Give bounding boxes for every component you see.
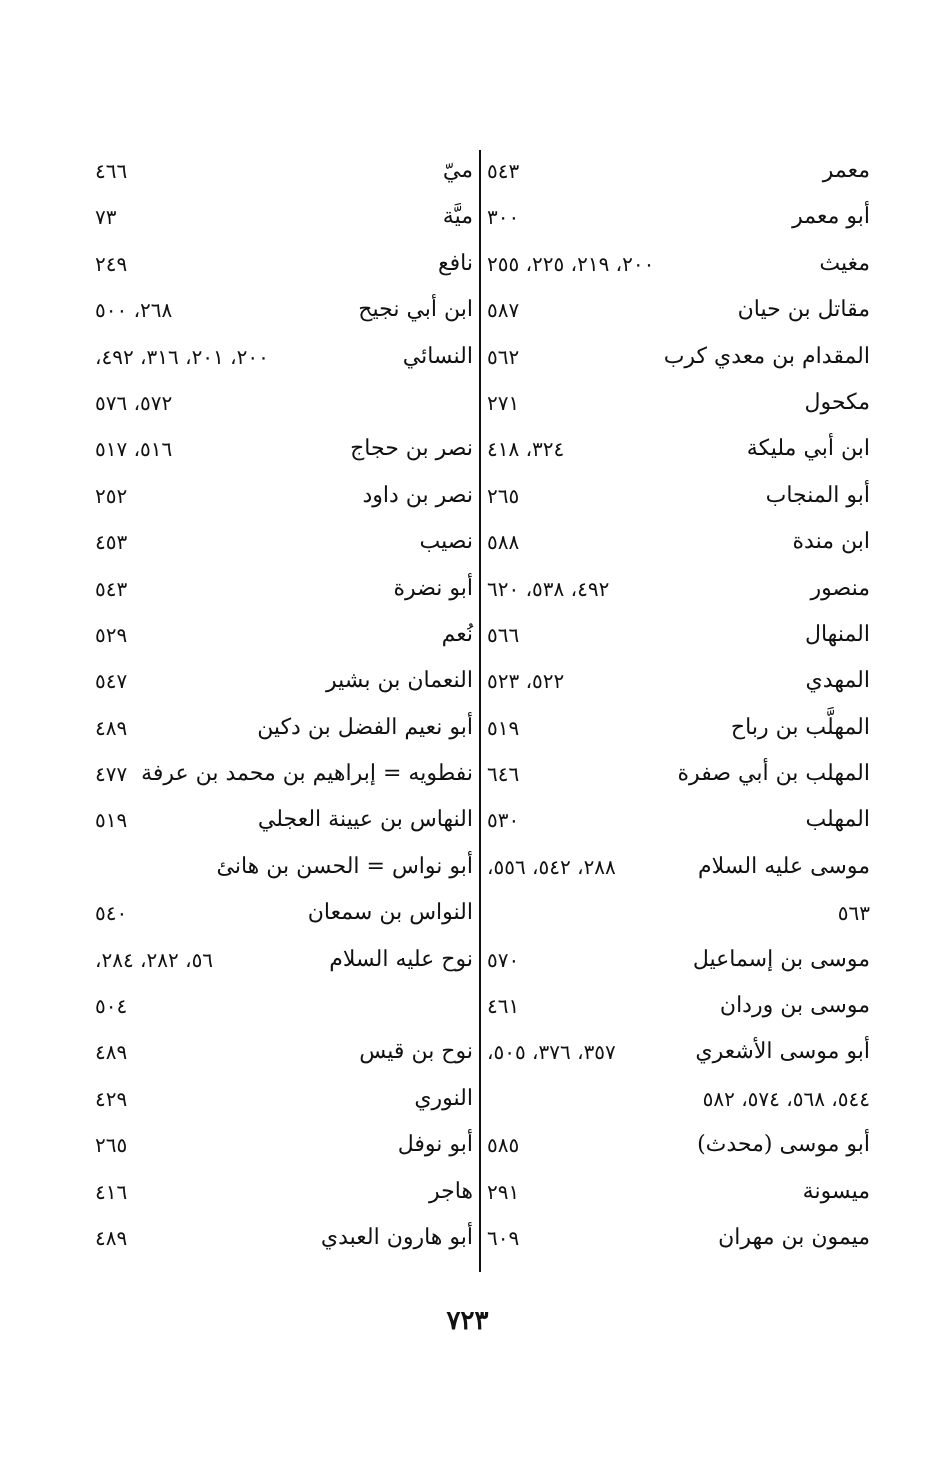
entry-name: نافع xyxy=(437,250,473,276)
entry-pages: ٤٩٢، ٥٣٨، ٦٢٠ xyxy=(487,576,610,601)
index-entry xyxy=(487,1029,870,1075)
index-entry xyxy=(95,1122,473,1168)
entry-name: النهاس بن عيينة العجلي xyxy=(257,807,473,833)
entry-pages: ٤٨٩ xyxy=(95,1040,128,1065)
index-entry xyxy=(95,890,473,936)
entry-pages: ٥١٩ xyxy=(487,715,520,740)
entry-name: نفطويه = إبراهيم بن محمد بن عرفة xyxy=(141,761,473,787)
entry-pages: ٦٤٦ xyxy=(487,762,520,787)
entry-name: أبو هارون العبدي xyxy=(320,1224,473,1250)
index-entry xyxy=(487,194,870,240)
index-entry xyxy=(487,287,870,333)
index-entry xyxy=(487,1076,870,1122)
entry-name: نوح عليه السلام xyxy=(329,946,473,972)
entry-name: أبو نعيم الفضل بن دكين xyxy=(257,714,473,740)
entry-pages: ٤١٦ xyxy=(95,1179,128,1204)
index-entry xyxy=(95,148,473,194)
index-entry xyxy=(487,797,870,843)
entry-pages: ٥٦٢ xyxy=(487,344,520,369)
index-entry xyxy=(487,334,870,380)
entry-name: نصيب xyxy=(419,529,473,555)
entry-name: المهلب بن أبي صفرة xyxy=(677,761,870,787)
entry-name: نوح بن قيس xyxy=(359,1039,473,1065)
entry-pages: ٥٦٦ xyxy=(487,622,520,647)
index-entry xyxy=(95,983,473,1029)
entry-name: النعمان بن بشير xyxy=(325,668,473,694)
entry-pages: ٣٠٠ xyxy=(487,205,520,230)
index-entry xyxy=(95,658,473,704)
entry-name: النواس بن سمعان xyxy=(307,900,473,926)
entry-name: أبو موسى (محدث) xyxy=(697,1132,870,1158)
entry-pages: ٢٤٩ xyxy=(95,251,128,276)
entry-pages: ٤٦٦ xyxy=(95,159,128,183)
entry-name: موسى بن وردان xyxy=(719,993,870,1019)
entry-name: ميمون بن مهران xyxy=(718,1224,870,1250)
entry-pages: ٥٤٠ xyxy=(95,901,128,926)
entry-pages: ٢٦٥ xyxy=(95,1133,128,1158)
index-entry xyxy=(487,1215,870,1261)
entry-name: النسائي xyxy=(402,343,473,369)
entry-pages: ٢٩١ xyxy=(487,1179,520,1204)
entry-name: نصر بن داود xyxy=(362,482,473,508)
page-number: ٧٢٣ xyxy=(446,1306,489,1336)
index-entry xyxy=(487,519,870,565)
entry-pages: ٢٧١ xyxy=(487,390,520,415)
entry-name: مكحول xyxy=(804,389,870,415)
entry-pages: ٥٣٠ xyxy=(487,808,520,833)
entry-name: موسى عليه السلام xyxy=(698,853,870,879)
index-entry xyxy=(487,426,870,472)
index-entry xyxy=(95,473,473,519)
entry-pages: ٥٨٥ xyxy=(487,1133,520,1158)
entry-pages: ٤٥٣ xyxy=(95,530,128,555)
index-entry xyxy=(487,148,870,194)
entry-name: أبو موسى الأشعري xyxy=(695,1039,870,1065)
entry-name: ميَّة xyxy=(442,204,473,230)
index-entry xyxy=(95,1169,473,1215)
entry-pages: ٥٤٤، ٥٦٨، ٥٧٤، ٥٨٢ xyxy=(702,1086,870,1111)
index-entry xyxy=(95,1076,473,1122)
entry-name: المهدي xyxy=(805,668,870,694)
entry-pages: ٥١٩ xyxy=(95,808,128,833)
entry-pages: ٢٥٢ xyxy=(95,483,128,508)
entry-name: أبو نوفل xyxy=(397,1132,473,1158)
entry-name: نصر بن حجاج xyxy=(350,436,473,462)
entry-pages: ٦٠٩ xyxy=(487,1225,520,1250)
entry-pages: ٥٦٣ xyxy=(837,901,870,926)
entry-name: مغيث xyxy=(819,250,870,276)
index-entry xyxy=(95,612,473,658)
entry-name: أبو نضرة xyxy=(393,575,473,601)
index-entry xyxy=(95,380,473,426)
index-entry xyxy=(95,334,473,380)
entry-name: المهلب xyxy=(805,807,870,833)
entry-pages: ٣٥٧، ٣٧٦، ٥٠٥، xyxy=(487,1040,616,1065)
entry-pages: ٥٨٨ xyxy=(487,530,520,555)
index-entry xyxy=(95,241,473,287)
index-entry xyxy=(487,380,870,426)
index-entry xyxy=(95,426,473,472)
index-entry xyxy=(95,566,473,612)
entry-name: النوري xyxy=(414,1085,473,1111)
index-column-left xyxy=(95,148,473,1261)
index-entry xyxy=(95,937,473,983)
entry-pages: ٥٦، ٢٨٢، ٢٨٤، xyxy=(95,947,214,972)
index-entry xyxy=(95,194,473,240)
index-entry xyxy=(487,241,870,287)
entry-pages: ٥٤٣ xyxy=(95,576,128,601)
index-entry xyxy=(487,566,870,612)
index-entry xyxy=(487,1169,870,1215)
entry-pages: ٢٦٨، ٥٠٠ xyxy=(95,298,173,323)
index-entry xyxy=(487,612,870,658)
entry-name: منصور xyxy=(810,575,870,601)
index-entry xyxy=(487,751,870,797)
index-entry xyxy=(95,1029,473,1075)
entry-pages: ٢٨٨، ٥٤٢، ٥٥٦، xyxy=(487,854,616,879)
entry-name: أبو معمر xyxy=(792,204,870,230)
index-column-right xyxy=(487,148,870,1261)
index-entry xyxy=(487,658,870,704)
entry-pages: ٥٤٣ xyxy=(487,159,520,183)
entry-name: المقدام بن معدي كرب xyxy=(663,343,870,369)
entry-pages: ٥٢٩ xyxy=(95,622,128,647)
entry-name: هاجر xyxy=(428,1178,473,1204)
index-entry xyxy=(95,844,473,890)
entry-pages: ٤٦١ xyxy=(487,994,520,1019)
entry-pages: ٧٣ xyxy=(95,205,117,230)
index-entry xyxy=(95,1215,473,1261)
entry-name: المنهال xyxy=(804,621,870,647)
entry-pages: ٥٧٢، ٥٧٦ xyxy=(95,390,173,415)
entry-pages: ٥٤٧ xyxy=(95,669,128,694)
index-entry xyxy=(487,937,870,983)
entry-pages: ٤٨٩ xyxy=(95,1225,128,1250)
entry-pages: ٥٢٢، ٥٢٣ xyxy=(487,669,565,694)
index-entry xyxy=(95,519,473,565)
index-entry xyxy=(487,473,870,519)
entry-pages: ٢٦٥ xyxy=(487,483,520,508)
entry-name: ابن مندة xyxy=(792,529,870,555)
entry-pages: ٤٨٩ xyxy=(95,715,128,740)
entry-name: ميسونة xyxy=(802,1178,870,1204)
entry-name: مقاتل بن حيان xyxy=(737,297,870,323)
index-entry xyxy=(487,1122,870,1168)
entry-pages: ٥٧٠ xyxy=(487,947,520,972)
index-entry xyxy=(95,751,473,797)
entry-pages: ٣٢٤، ٤١٨ xyxy=(487,437,565,462)
entry-pages: ٥١٦، ٥١٧ xyxy=(95,437,173,462)
entry-name: موسى بن إسماعيل xyxy=(692,946,870,972)
entry-name: ابن أبي نجيح xyxy=(358,297,473,323)
index-entry xyxy=(95,287,473,333)
index-entry xyxy=(95,797,473,843)
entry-name: ابن أبي مليكة xyxy=(746,436,870,462)
entry-pages: ٤٢٩ xyxy=(95,1086,128,1111)
index-entry xyxy=(487,983,870,1029)
entry-name: ميّ xyxy=(442,158,473,183)
entry-pages: ٤٧٧ xyxy=(95,762,128,787)
entry-name: أبو نواس = الحسن بن هانئ xyxy=(216,853,473,879)
index-entry xyxy=(487,890,870,936)
entry-pages: ٥٨٧ xyxy=(487,298,520,323)
column-divider xyxy=(479,150,481,1272)
entry-name: المهلَّب بن رباح xyxy=(730,714,870,740)
entry-name: معمر xyxy=(822,158,870,183)
entry-name: أبو المنجاب xyxy=(765,482,870,508)
entry-pages: ٢٠٠، ٢١٩، ٢٢٥، ٢٥٥ xyxy=(487,251,655,276)
entry-pages: ٢٠٠، ٢٠١، ٣١٦، ٤٩٢، xyxy=(95,344,269,369)
entry-name: نُعم xyxy=(441,621,473,647)
entry-pages: ٥٠٤ xyxy=(95,994,128,1019)
index-entry xyxy=(95,705,473,751)
index-entry xyxy=(487,705,870,751)
index-entry xyxy=(487,844,870,890)
